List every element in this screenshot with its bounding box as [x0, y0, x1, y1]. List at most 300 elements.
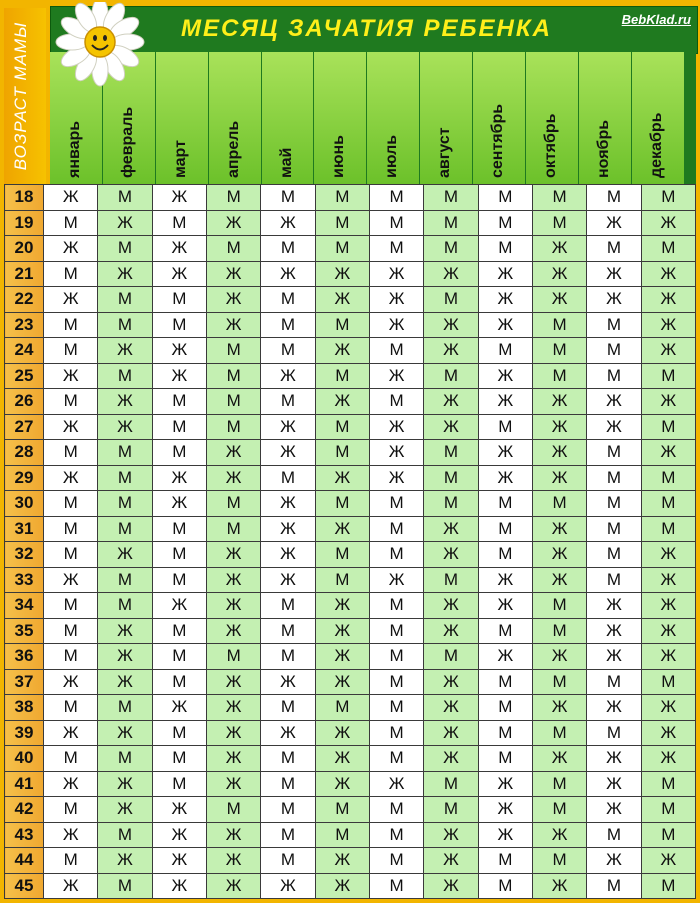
gender-cell: М: [369, 746, 423, 772]
gender-cell: Ж: [44, 567, 98, 593]
gender-cell: Ж: [424, 669, 478, 695]
gender-cell: М: [315, 542, 369, 568]
gender-cell: М: [641, 669, 695, 695]
age-cell: 27: [5, 414, 44, 440]
gender-cell: М: [478, 338, 532, 364]
gender-cell: Ж: [206, 542, 260, 568]
month-label: май: [277, 147, 295, 178]
age-cell: 21: [5, 261, 44, 287]
gender-cell: Ж: [369, 440, 423, 466]
gender-cell: Ж: [206, 669, 260, 695]
gender-cell: М: [44, 261, 98, 287]
gender-cell: М: [98, 822, 152, 848]
gender-cell: М: [478, 236, 532, 262]
gender-cell: М: [478, 848, 532, 874]
gender-cell: Ж: [206, 287, 260, 313]
gender-cell: М: [206, 797, 260, 823]
gender-cell: М: [152, 618, 206, 644]
gender-cell: М: [315, 440, 369, 466]
gender-cell: Ж: [532, 287, 586, 313]
gender-cell: Ж: [478, 363, 532, 389]
gender-cell: Ж: [641, 210, 695, 236]
gender-cell: М: [369, 542, 423, 568]
gender-cell: Ж: [98, 720, 152, 746]
gender-cell: Ж: [641, 338, 695, 364]
gender-cell: Ж: [315, 873, 369, 899]
gender-cell: Ж: [315, 287, 369, 313]
gender-cell: Ж: [369, 363, 423, 389]
gender-cell: М: [424, 210, 478, 236]
gender-cell: М: [315, 210, 369, 236]
table-row: [5, 746, 696, 772]
gender-cell: М: [587, 873, 641, 899]
gender-cell: М: [98, 567, 152, 593]
gender-cell: М: [478, 414, 532, 440]
gender-cell: М: [44, 312, 98, 338]
gender-cell: Ж: [152, 465, 206, 491]
table-row: [5, 695, 696, 721]
gender-cell: М: [587, 236, 641, 262]
gender-cell: М: [315, 797, 369, 823]
gender-cell: Ж: [532, 261, 586, 287]
gender-cell: М: [152, 312, 206, 338]
gender-cell: М: [44, 516, 98, 542]
age-cell: 28: [5, 440, 44, 466]
gender-cell: М: [424, 567, 478, 593]
gender-cell: Ж: [532, 873, 586, 899]
month-label: октябрь: [541, 113, 559, 178]
gender-cell: М: [206, 338, 260, 364]
gender-cell: Ж: [424, 618, 478, 644]
gender-cell: М: [315, 312, 369, 338]
gender-cell: М: [369, 720, 423, 746]
gender-cell: Ж: [261, 542, 315, 568]
gender-cell: М: [206, 236, 260, 262]
table-row: [5, 440, 696, 466]
gender-cell: М: [478, 669, 532, 695]
gender-cell: М: [424, 771, 478, 797]
gender-cell: Ж: [424, 720, 478, 746]
gender-cell: М: [478, 618, 532, 644]
site-link[interactable]: BebKlad.ru: [621, 12, 691, 27]
mother-age-label: ВОЗРАСТ МАМЫ: [11, 21, 30, 171]
gender-cell: Ж: [206, 210, 260, 236]
gender-cell: Ж: [532, 465, 586, 491]
gender-cell: М: [98, 185, 152, 211]
gender-cell: М: [587, 440, 641, 466]
gender-cell: Ж: [424, 848, 478, 874]
table-row: [5, 363, 696, 389]
gender-cell: М: [44, 695, 98, 721]
gender-cell: М: [315, 491, 369, 517]
gender-cell: М: [478, 695, 532, 721]
month-label: февраль: [118, 106, 136, 178]
gender-cell: Ж: [478, 261, 532, 287]
gender-cell: М: [315, 236, 369, 262]
gender-cell: М: [98, 236, 152, 262]
month-header-cell: [420, 52, 473, 184]
gender-cell: Ж: [152, 185, 206, 211]
gender-cell: Ж: [532, 567, 586, 593]
gender-cell: М: [44, 542, 98, 568]
gender-cell: Ж: [261, 440, 315, 466]
gender-cell: Ж: [206, 822, 260, 848]
gender-cell: Ж: [424, 389, 478, 415]
gender-cell: Ж: [369, 312, 423, 338]
gender-cell: М: [261, 236, 315, 262]
gender-cell: Ж: [532, 516, 586, 542]
gender-cell: Ж: [44, 236, 98, 262]
table-row: [5, 389, 696, 415]
gender-cell: Ж: [206, 312, 260, 338]
gender-cell: М: [152, 210, 206, 236]
gender-cell: Ж: [424, 261, 478, 287]
gender-cell: М: [587, 720, 641, 746]
gender-cell: Ж: [587, 414, 641, 440]
gender-cell: Ж: [44, 363, 98, 389]
month-header-cell: [209, 52, 262, 184]
age-cell: 38: [5, 695, 44, 721]
gender-cell: Ж: [98, 542, 152, 568]
gender-cell: М: [587, 312, 641, 338]
age-cell: 35: [5, 618, 44, 644]
gender-cell: Ж: [641, 746, 695, 772]
age-cell: 24: [5, 338, 44, 364]
table-row: [5, 491, 696, 517]
gender-cell: М: [261, 465, 315, 491]
gender-cell: Ж: [641, 567, 695, 593]
gender-cell: М: [532, 771, 586, 797]
table-row: [5, 618, 696, 644]
gender-cell: Ж: [315, 338, 369, 364]
gender-cell: Ж: [532, 414, 586, 440]
gender-cell: М: [261, 389, 315, 415]
age-cell: 43: [5, 822, 44, 848]
gender-cell: М: [424, 363, 478, 389]
month-label: сентябрь: [489, 103, 507, 178]
month-label: июнь: [330, 135, 348, 178]
table-row: [5, 771, 696, 797]
table-row: [5, 848, 696, 874]
gender-cell: М: [44, 389, 98, 415]
gender-cell: Ж: [478, 287, 532, 313]
age-cell: 29: [5, 465, 44, 491]
gender-cell: М: [641, 873, 695, 899]
gender-cell: Ж: [315, 771, 369, 797]
gender-cell: Ж: [587, 848, 641, 874]
gender-cell: Ж: [587, 644, 641, 670]
gender-cell: Ж: [261, 491, 315, 517]
gender-cell: М: [424, 465, 478, 491]
gender-cell: Ж: [261, 669, 315, 695]
gender-cell: Ж: [478, 593, 532, 619]
gender-cell: М: [315, 822, 369, 848]
gender-cell: Ж: [206, 618, 260, 644]
gender-cell: М: [152, 746, 206, 772]
gender-cell: М: [641, 822, 695, 848]
gender-cell: М: [261, 338, 315, 364]
gender-cell: Ж: [315, 669, 369, 695]
gender-cell: М: [152, 644, 206, 670]
gender-cell: Ж: [478, 465, 532, 491]
table-row: [5, 542, 696, 568]
table-row: [5, 593, 696, 619]
gender-cell: Ж: [532, 822, 586, 848]
gender-cell: Ж: [315, 848, 369, 874]
gender-cell: М: [532, 338, 586, 364]
gender-cell: М: [152, 567, 206, 593]
gender-cell: М: [587, 185, 641, 211]
gender-cell: Ж: [152, 848, 206, 874]
gender-cell: М: [44, 210, 98, 236]
gender-cell: М: [369, 236, 423, 262]
gender-cell: М: [98, 593, 152, 619]
gender-cell: Ж: [44, 822, 98, 848]
gender-cell: Ж: [532, 389, 586, 415]
gender-cell: М: [261, 185, 315, 211]
gender-cell: М: [315, 695, 369, 721]
gender-cell: Ж: [641, 389, 695, 415]
table-row: [5, 312, 696, 338]
gender-cell: М: [369, 618, 423, 644]
gender-cell: М: [152, 440, 206, 466]
table-row: [5, 210, 696, 236]
gender-cell: Ж: [641, 720, 695, 746]
gender-cell: М: [532, 312, 586, 338]
month-label: ноябрь: [594, 119, 612, 178]
gender-cell: М: [152, 720, 206, 746]
gender-cell: М: [152, 287, 206, 313]
gender-cell: Ж: [98, 210, 152, 236]
age-cell: 18: [5, 185, 44, 211]
gender-cell: М: [44, 618, 98, 644]
gender-cell: Ж: [478, 822, 532, 848]
age-cell: 36: [5, 644, 44, 670]
gender-cell: М: [587, 567, 641, 593]
gender-cell: Ж: [424, 873, 478, 899]
month-header-cell: [156, 52, 209, 184]
gender-cell: М: [587, 822, 641, 848]
gender-cell: М: [98, 363, 152, 389]
gender-cell: М: [369, 644, 423, 670]
gender-cell: М: [369, 695, 423, 721]
page-title: МЕСЯЦ ЗАЧАТИЯ РЕБЕНКА: [181, 15, 552, 42]
gender-cell: М: [261, 312, 315, 338]
gender-cell: Ж: [478, 771, 532, 797]
gender-cell: Ж: [261, 720, 315, 746]
gender-cell: Ж: [152, 261, 206, 287]
gender-cell: Ж: [587, 746, 641, 772]
age-cell: 32: [5, 542, 44, 568]
gender-cell: М: [152, 542, 206, 568]
gender-cell: Ж: [206, 567, 260, 593]
gender-cell: М: [206, 491, 260, 517]
gender-cell: М: [261, 695, 315, 721]
gender-cell: М: [369, 873, 423, 899]
age-cell: 19: [5, 210, 44, 236]
gender-cell: Ж: [587, 593, 641, 619]
gender-cell: М: [424, 440, 478, 466]
gender-cell: Ж: [44, 185, 98, 211]
gender-cell: М: [532, 720, 586, 746]
gender-cell: Ж: [641, 287, 695, 313]
gender-cell: М: [587, 542, 641, 568]
gender-cell: Ж: [261, 873, 315, 899]
gender-cell: Ж: [261, 516, 315, 542]
gender-cell: М: [98, 287, 152, 313]
gender-cell: Ж: [206, 720, 260, 746]
gender-cell: М: [152, 669, 206, 695]
table-row: [5, 261, 696, 287]
gender-cell: Ж: [206, 848, 260, 874]
gender-cell: Ж: [641, 312, 695, 338]
age-cell: 25: [5, 363, 44, 389]
gender-cell: Ж: [424, 312, 478, 338]
gender-cell: Ж: [532, 695, 586, 721]
gender-cell: М: [532, 491, 586, 517]
gender-cell: Ж: [424, 414, 478, 440]
gender-cell: Ж: [587, 287, 641, 313]
gender-cell: Ж: [206, 771, 260, 797]
gender-cell: М: [98, 465, 152, 491]
gender-cell: Ж: [424, 338, 478, 364]
gender-cell: М: [478, 210, 532, 236]
month-label: декабрь: [647, 112, 665, 178]
gender-cell: Ж: [44, 873, 98, 899]
gender-cell: М: [641, 465, 695, 491]
gender-cell: М: [98, 491, 152, 517]
month-header-cell: [526, 52, 579, 184]
table-row: [5, 185, 696, 211]
gender-cell: Ж: [478, 644, 532, 670]
gender-cell: М: [206, 363, 260, 389]
gender-cell: Ж: [152, 593, 206, 619]
gender-cell: М: [369, 822, 423, 848]
table-row: [5, 338, 696, 364]
table-row: [5, 414, 696, 440]
gender-cell: Ж: [261, 567, 315, 593]
gender-cell: Ж: [369, 465, 423, 491]
age-cell: 41: [5, 771, 44, 797]
gender-cell: М: [532, 618, 586, 644]
age-cell: 30: [5, 491, 44, 517]
gender-cell: Ж: [532, 236, 586, 262]
gender-cell: М: [152, 516, 206, 542]
gender-cell: М: [641, 797, 695, 823]
gender-cell: М: [369, 210, 423, 236]
gender-cell: Ж: [98, 414, 152, 440]
gender-cell: М: [206, 516, 260, 542]
gender-cell: М: [44, 746, 98, 772]
gender-cell: Ж: [424, 822, 478, 848]
gender-cell: М: [315, 567, 369, 593]
month-label: август: [436, 127, 454, 178]
table-row: [5, 567, 696, 593]
gender-cell: Ж: [532, 542, 586, 568]
gender-cell: Ж: [315, 720, 369, 746]
gender-cell: Ж: [152, 491, 206, 517]
table-row: [5, 236, 696, 262]
gender-cell: Ж: [424, 516, 478, 542]
gender-cell: Ж: [206, 593, 260, 619]
month-label: апрель: [224, 120, 242, 178]
gender-cell: М: [44, 491, 98, 517]
gender-cell: Ж: [587, 261, 641, 287]
gender-cell: М: [369, 797, 423, 823]
gender-cell: Ж: [641, 695, 695, 721]
gender-cell: М: [587, 669, 641, 695]
gender-cell: Ж: [641, 542, 695, 568]
gender-cell: М: [587, 465, 641, 491]
gender-cell: Ж: [587, 797, 641, 823]
month-header-cell: [632, 52, 685, 184]
gender-cell: Ж: [641, 644, 695, 670]
table-row: [5, 797, 696, 823]
gender-cell: М: [369, 516, 423, 542]
gender-cell: Ж: [369, 287, 423, 313]
table-body: [4, 184, 696, 899]
gender-cell: Ж: [206, 695, 260, 721]
gender-cell: Ж: [641, 593, 695, 619]
gender-cell: Ж: [315, 389, 369, 415]
gender-cell: Ж: [369, 771, 423, 797]
gender-table: [4, 184, 696, 899]
gender-cell: М: [369, 593, 423, 619]
table-row: [5, 644, 696, 670]
gender-cell: Ж: [315, 261, 369, 287]
gender-cell: Ж: [587, 771, 641, 797]
gender-cell: Ж: [98, 261, 152, 287]
age-cell: 40: [5, 746, 44, 772]
gender-cell: М: [587, 338, 641, 364]
gender-cell: М: [206, 389, 260, 415]
gender-cell: М: [478, 542, 532, 568]
gender-cell: М: [315, 414, 369, 440]
age-cell: 20: [5, 236, 44, 262]
gender-cell: М: [641, 771, 695, 797]
gender-cell: М: [532, 797, 586, 823]
gender-cell: М: [206, 414, 260, 440]
gender-cell: М: [587, 363, 641, 389]
gender-cell: М: [532, 593, 586, 619]
gender-cell: Ж: [98, 771, 152, 797]
gender-cell: Ж: [587, 618, 641, 644]
gender-cell: М: [369, 491, 423, 517]
gender-cell: М: [206, 644, 260, 670]
gender-cell: М: [369, 848, 423, 874]
gender-cell: М: [478, 491, 532, 517]
gender-cell: Ж: [532, 746, 586, 772]
gender-cell: М: [641, 185, 695, 211]
gender-cell: М: [44, 848, 98, 874]
gender-cell: Ж: [315, 746, 369, 772]
gender-cell: М: [641, 414, 695, 440]
gender-cell: Ж: [587, 210, 641, 236]
gender-cell: М: [315, 363, 369, 389]
gender-cell: Ж: [152, 338, 206, 364]
gender-cell: Ж: [424, 746, 478, 772]
gender-cell: М: [532, 210, 586, 236]
gender-cell: М: [424, 644, 478, 670]
gender-cell: М: [369, 669, 423, 695]
gender-cell: М: [641, 363, 695, 389]
table-row: [5, 287, 696, 313]
age-cell: 42: [5, 797, 44, 823]
table-row: [5, 720, 696, 746]
gender-cell: Ж: [261, 261, 315, 287]
gender-cell: М: [369, 185, 423, 211]
gender-cell: Ж: [152, 822, 206, 848]
